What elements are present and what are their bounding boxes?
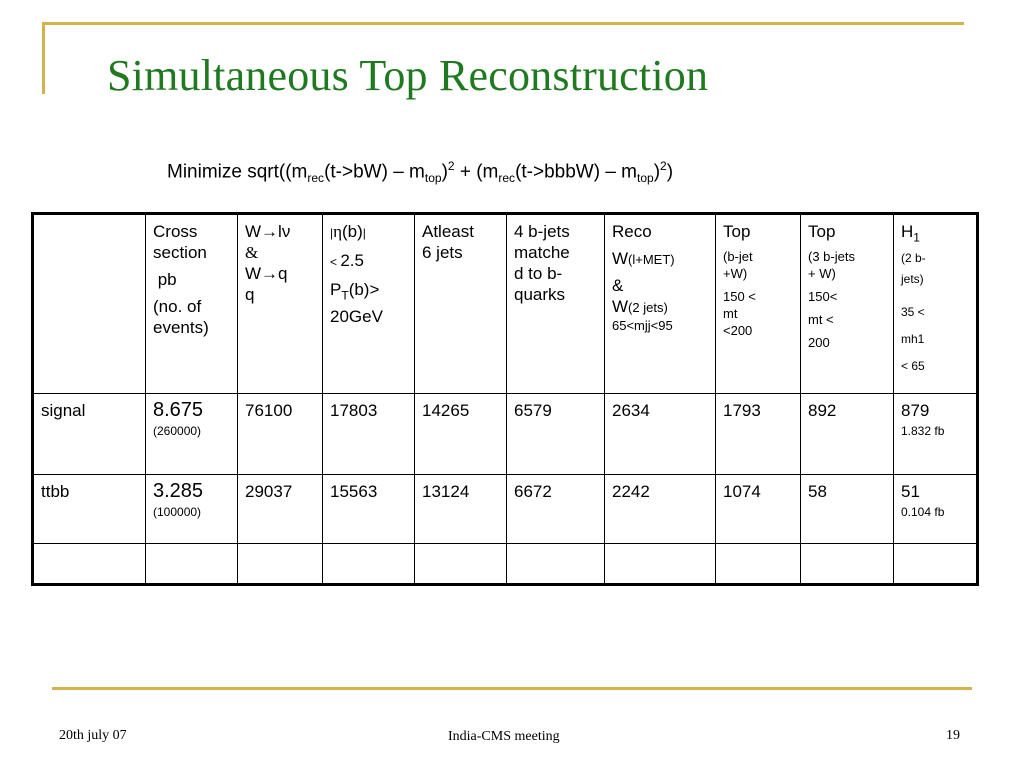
table-cell: 892 [801,394,894,475]
h1-cell: 879 1.832 fb [894,394,978,475]
arrow-icon: → [261,222,279,241]
table-row [33,475,978,544]
slide-title: Simultaneous Top Reconstruction [107,51,709,100]
arrow-icon: → [261,264,279,283]
cross-section-cell: 3.285 (100000) [146,475,238,544]
table-cell [33,544,146,585]
table-cell: 76100 [238,394,323,475]
header-w-to-lnu: W→lν & W→q q [238,214,323,394]
row-label: ttbb [33,475,146,544]
table-row [33,394,978,475]
table-cell [323,544,415,585]
table-cell: 14265 [415,394,507,475]
cross-section-cell: 8.675 (260000) [146,394,238,475]
table-cell [507,544,605,585]
table-cell [716,544,801,585]
header-cross-section: Cross section pb (no. of events) [146,214,238,394]
table-cell: 6579 [507,394,605,475]
table-cell: 6672 [507,475,605,544]
table-cell: 29037 [238,475,323,544]
header-eta-pt: |η(b)| < 2.5 $P_T(b)>$ 20GeV [323,214,415,394]
table-cell: 17803 [323,394,415,475]
table-cell [146,544,238,585]
header-4-bjets: 4 b-jets matche d to b- quarks [507,214,605,394]
table-header-row [33,214,978,394]
table-cell [415,544,507,585]
table-cell: 2242 [605,475,716,544]
results-table [31,212,979,586]
footer-date: 20th july 07 [59,728,127,743]
header-atleast-6-jets: Atleast 6 jets [415,214,507,394]
table-cell: 13124 [415,475,507,544]
table-cell: 58 [801,475,894,544]
table-cell [894,544,978,585]
header-top-3bjets: Top (3 b-jets + W) 150< mt < 200 [801,214,894,394]
header-empty-cell [33,214,146,394]
left-rule [42,22,45,94]
top-rule [42,22,964,25]
table-row-empty [33,544,978,585]
table-cell [605,544,716,585]
header-top-bjet: Top (b-jet +W) 150 < mt <200 [716,214,801,394]
table-cell: 1074 [716,475,801,544]
table-cell: 15563 [323,475,415,544]
h1-cell: 51 0.104 fb [894,475,978,544]
footer-meeting: India-CMS meeting [448,729,560,744]
header-h1: $H_1$ (2 b- jets) 35 < mh1 < 65 [894,214,978,394]
table-cell [238,544,323,585]
header-reco-w: Reco W(l+MET) & W(2 jets) 65<mjj<95 [605,214,716,394]
bottom-rule [52,687,972,690]
page-number: 19 [946,728,960,743]
table-cell: 2634 [605,394,716,475]
table-cell: 1793 [716,394,801,475]
table-cell [801,544,894,585]
row-label: signal [33,394,146,475]
minimize-formula: Minimize $sqrt((m_{rec}(t->bW) - m_{top})^2$ + $(m_{rec}(t->bbbW) - m_{top})^2$) [167,159,674,186]
